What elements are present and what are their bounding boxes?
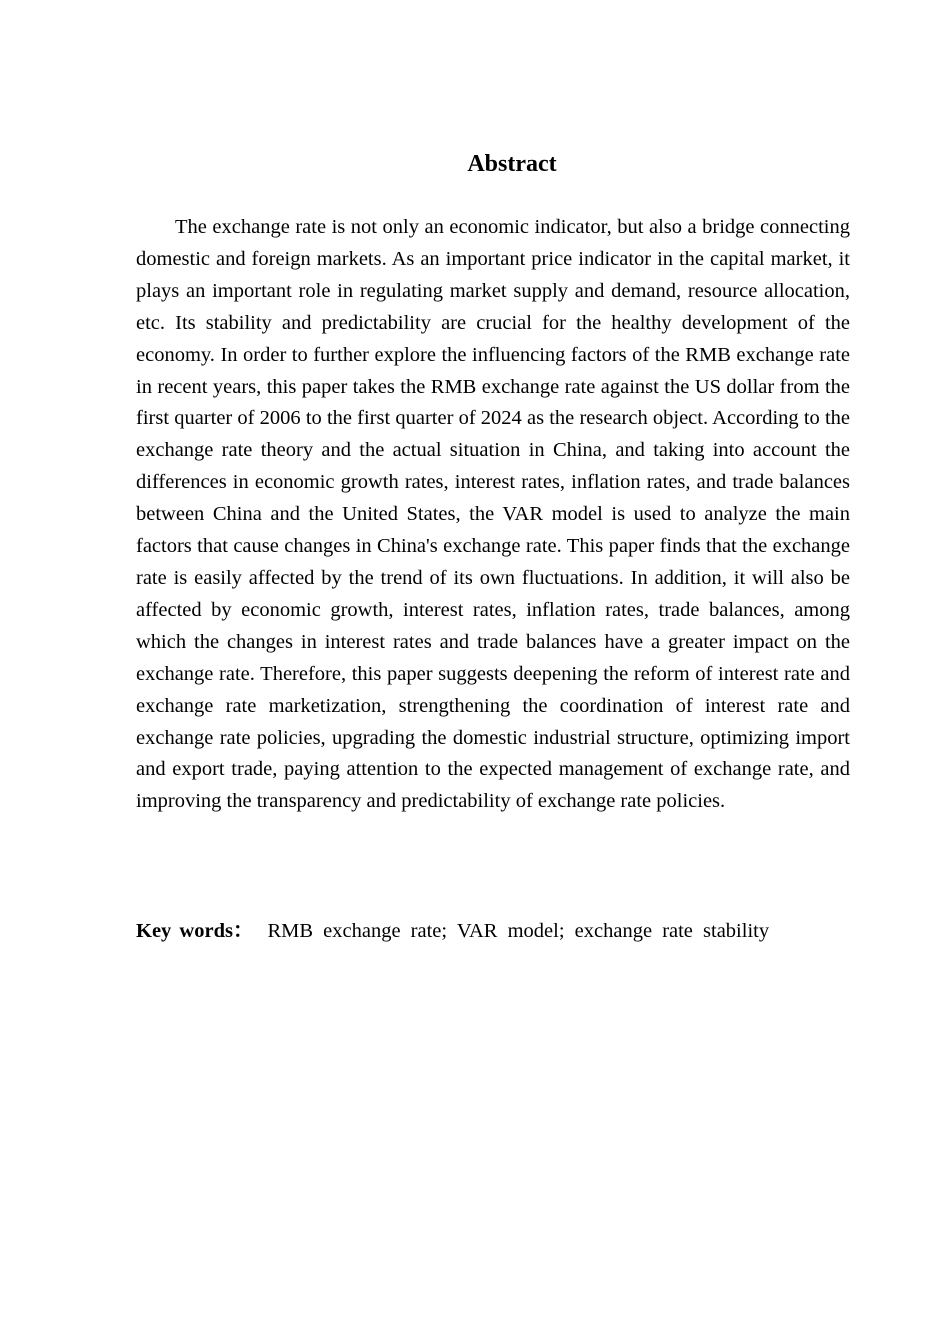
keywords-separator: ： [232, 920, 254, 942]
abstract-body: The exchange rate is not only an economic indicator, but also a bridge connecting domestic and foreign markets. As an important price indicator in the capital market, it plays an important role in regulating market supply and demand, resource allocation, etc. Its stability and predictability are crucial for the healthy development of the economy. In order to further explore the influencing factors of the RMB exchange rate in recent years, this paper takes the RMB exchange rate against the US dollar from the first quarter of 2006 to the first quarter of 2024 as the research object. According to the exchange rate theory and the actual situation in China, and taking into account the differences in economic growth rates, interest rates, inflation rates, and trade balances between China and the United States, the VAR model is used to analyze the main factors that cause changes in China's exchange rate. This paper finds that the exchange rate is easily affected by the trend of its own fluctuations. In addition, it will also be affected by economic growth, interest rates, inflation rates, trade balances, among which the changes in interest rates and trade balances have a greater impact on the exchange rate. Therefore, this paper suggests deepening the reform of interest rate and exchange rate marketization, strengthening the coordination of interest rate and exchange rate policies, upgrading the domestic industrial structure, optimizing import and export trade, paying attention to the expected management of exchange rate, and improving the transparency and predictability of exchange rate policies. [136, 216, 850, 813]
keywords-text: RMB exchange rate; VAR model; exchange rate stability [267, 920, 770, 942]
keywords-label: Key words [136, 920, 233, 942]
abstract-title: Abstract [467, 151, 557, 177]
keywords-line [136, 915, 850, 947]
